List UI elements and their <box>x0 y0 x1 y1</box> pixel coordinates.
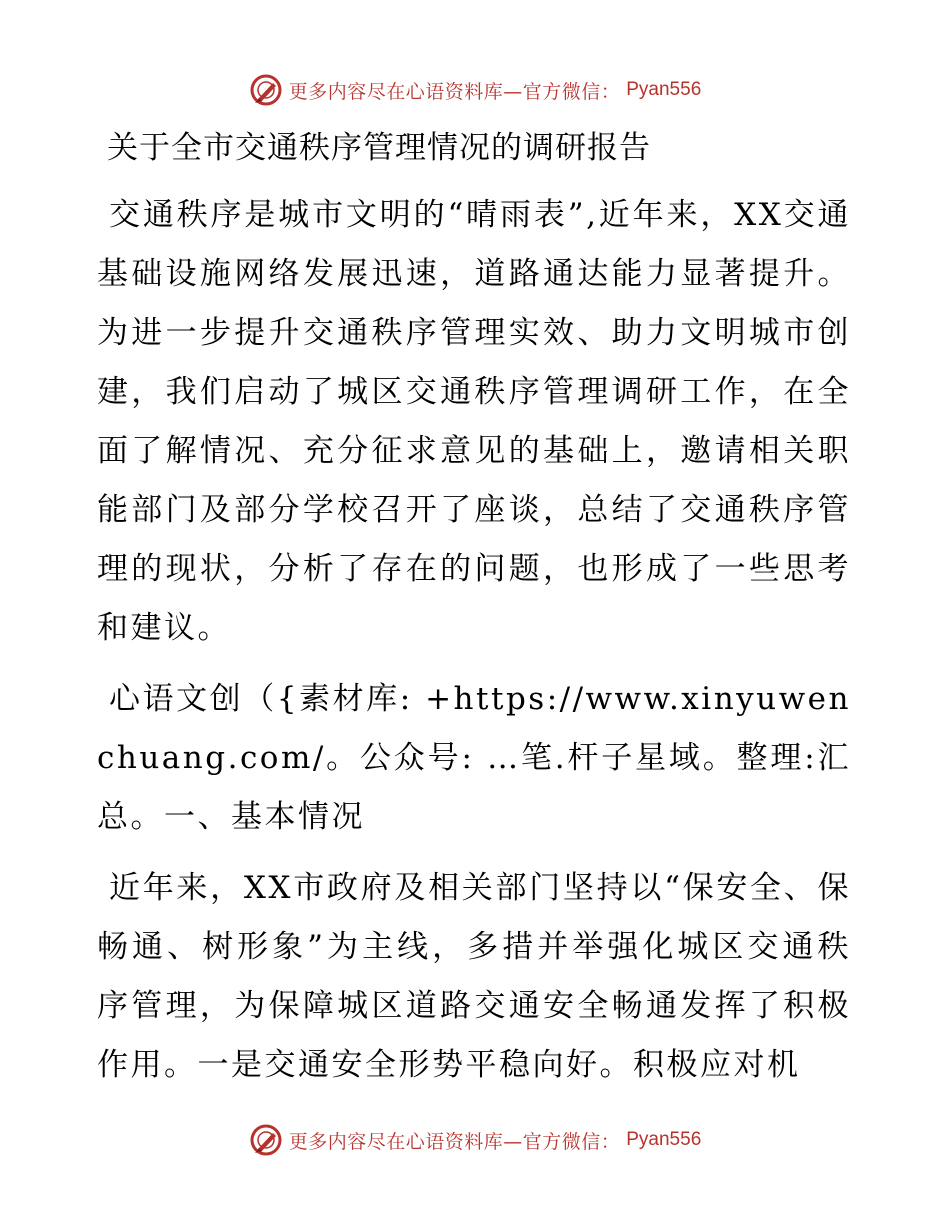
pen-nib-logo-icon <box>249 1123 283 1157</box>
paragraph-indent <box>97 197 109 233</box>
header-watermark-content <box>249 70 702 110</box>
document-body <box>97 122 851 1107</box>
paragraph-indent <box>97 681 109 717</box>
pen-nib-logo-icon <box>249 73 283 107</box>
header-watermark-wechat-id: Pyan556 <box>626 79 702 100</box>
footer-watermark-wechat-id: Pyan556 <box>626 1129 702 1150</box>
footer-watermark-banner <box>0 1118 950 1162</box>
paragraph-text: 近年来，XX市政府及相关部门坚持以“保安全、保畅通、树形象”为主线，多措并举强化城区交通秩序管理，为保障城区道路交通安全畅通发挥了积极作用。一是交通安全形势平稳向好。积极应对机 <box>97 870 851 1083</box>
header-watermark-banner <box>0 68 950 112</box>
footer-watermark-content <box>249 1120 702 1160</box>
document-paragraph-2 <box>97 670 851 847</box>
document-paragraph-1 <box>97 186 851 658</box>
document-title: 关于全市交通秩序管理情况的调研报告 <box>107 130 651 166</box>
paragraph-text: 交通秩序是城市文明的“晴雨表”,近年来，XX交通基础设施网络发展迅速，道路通达能力显著提升。为进一步提升交通秩序管理实效、助力文明城市创建，我们启动了城区交通秩序管理调研工作，在全面了解情况、充分征求意见的基础上，邀请相关职能部门及部分学校召开了座谈，总结了交通秩序管理的现状，分析了存在的问题，也形成了一些思考和建议。 <box>97 197 851 646</box>
header-watermark-text: 更多内容尽在心语资料库—官方微信： <box>288 80 621 103</box>
footer-watermark-text: 更多内容尽在心语资料库—官方微信： <box>288 1130 621 1153</box>
document-paragraph-3 <box>97 859 851 1095</box>
paragraph-indent <box>97 870 109 906</box>
paragraph-text: 心语文创（{素材库: +https://www.xinyuwenchuang.com/。公众号: …笔.杆子星域。整理:汇总。一、基本情况 <box>97 681 851 835</box>
